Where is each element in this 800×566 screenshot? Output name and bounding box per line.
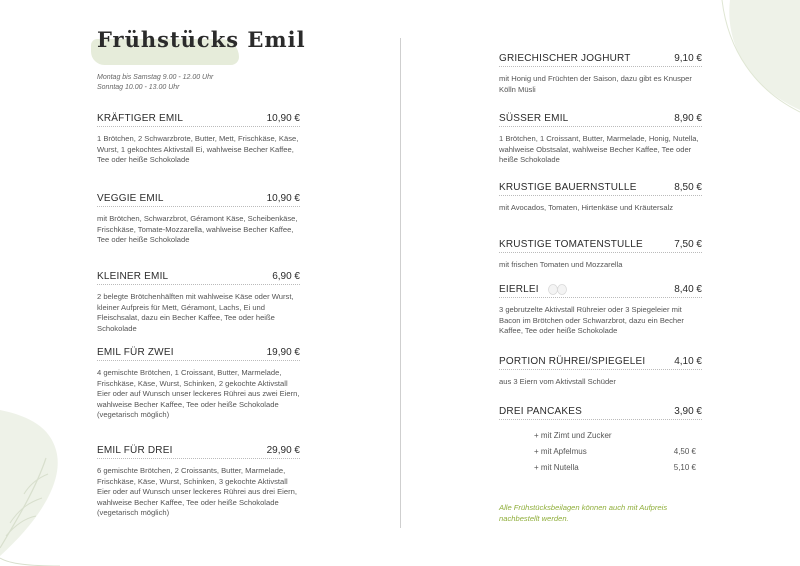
item-name: VEGGIE EMIL	[97, 193, 164, 204]
item-price: 4,10 €	[674, 356, 702, 367]
item-description: 1 Brötchen, 2 Schwarzbrote, Butter, Mett, Frischkäse, Käse, Wurst, 1 gekochtes Aktivstall Ei, wahlweise Becher Kaffee, Tee oder heiße Schokolade	[97, 134, 299, 165]
item-price: 10,90 €	[266, 113, 300, 124]
menu-item-emil-fuer-drei	[97, 445, 300, 519]
item-name: KRUSTIGE BAUERNSTULLE	[499, 182, 637, 193]
extra-label: + mit Zimt und Zucker	[534, 431, 612, 440]
menu-item-kraeftiger-emil	[97, 113, 300, 166]
item-name: KRÄFTIGER EMIL	[97, 113, 184, 124]
hours-sunday: Sonntag 10.00 - 13.00 Uhr	[97, 83, 180, 91]
extra-label: + mit Apfelmus	[534, 447, 587, 456]
item-price: 10,90 €	[266, 193, 300, 204]
menu-item-kleiner-emil	[97, 271, 300, 334]
menu-item-krustige-bauernstulle	[499, 182, 702, 214]
leaf-icon	[0, 398, 80, 566]
item-description: mit Avocados, Tomaten, Hirtenkäse und Kräutersalz	[499, 203, 674, 212]
item-description: mit Brötchen, Schwarzbrot, Géramont Käse, Scheibenkäse, Frischkäse, Tomate-Mozzarella, wahlweise Becher Kaffee, Tee oder heiße Schokolade	[97, 214, 298, 245]
item-price: 29,90 €	[266, 445, 300, 456]
item-description: mit frischen Tomaten und Mozzarella	[499, 260, 623, 269]
menu-item-eierlei	[499, 284, 702, 337]
item-description: 4 gemischte Brötchen, 1 Croissant, Butter, Marmelade, Frischkäse, Käse, Wurst, Schinken, 2 gekochte Aktivstall Eier oder auf Wunsch unser leckeres Rührei aus zwei Eiern, wahlweise Becher Kaffee, Tee oder heiße Schokolade (vegetarisch möglich)	[97, 368, 300, 420]
item-description: 6 gemischte Brötchen, 2 Croissants, Butter, Marmelade, Frischkäse, Käse, Wurst, Schinken, 3 gekochte Aktivstall Eier oder auf Wunsch unser leckeres Rührei aus drei Eiern, wahlweise Becher Kaffee, Tee oder heiße Schokolade (vegetarisch möglich)	[97, 466, 297, 518]
item-price: 3,90 €	[674, 406, 702, 417]
menu-item-veggie-emil	[97, 193, 300, 246]
item-price: 6,90 €	[272, 271, 300, 282]
footnote: Alle Frühstücksbeilagen können auch mit Aufpreis nachbestellt werden.	[499, 503, 668, 523]
item-description: aus 3 Eiern vom Aktivstall Schüder	[499, 377, 616, 386]
menu-item-emil-fuer-zwei	[97, 347, 300, 421]
corner-leaf-decoration	[700, 0, 800, 120]
menu-title-block	[97, 27, 306, 52]
pancake-extra-apfelmus	[534, 447, 696, 456]
item-description: 1 Brötchen, 1 Croissant, Butter, Marmelade, Honig, Nutella, wahlweise Obstsalat, wahlweise Becher Kaffee, Tee oder heiße Schokolade	[499, 134, 699, 165]
extra-price: 5,10 €	[673, 463, 696, 472]
item-name: SÜSSER EMIL	[499, 113, 569, 124]
opening-hours	[97, 73, 213, 92]
item-price: 8,40 €	[674, 284, 702, 296]
item-name: GRIECHISCHER JOGHURT	[499, 53, 631, 64]
item-name: EIERLEI	[499, 284, 539, 296]
menu-item-suesser-emil	[499, 113, 702, 166]
item-description: 2 belegte Brötchenhälften mit wahlweise Käse oder Wurst, kleiner Aufpreis für Mett, Géramont, Lachs, Ei und Fleischsalat, dazu ein Becher Kaffee, Tee oder heiße Schokolade	[97, 292, 294, 333]
pancake-extra-nutella	[534, 463, 696, 472]
menu-item-griechischer-joghurt	[499, 53, 702, 95]
column-divider	[400, 38, 401, 528]
item-name: EMIL FÜR DREI	[97, 445, 173, 456]
eggs-icon	[547, 284, 569, 295]
menu-item-portion-ruehrei	[499, 356, 702, 388]
page-title: Frühstücks Emil	[97, 27, 306, 52]
item-name: PORTION RÜHREI/SPIEGELEI	[499, 356, 646, 367]
item-description: mit Honig und Früchten der Saison, dazu gibt es Knusper Kölln Müsli	[499, 74, 692, 94]
item-price: 7,50 €	[674, 239, 702, 250]
item-price: 8,50 €	[674, 182, 702, 193]
extra-label: + mit Nutella	[534, 463, 579, 472]
pancake-extra-zimt	[534, 431, 696, 440]
item-name: EMIL FÜR ZWEI	[97, 347, 174, 358]
item-price: 9,10 €	[674, 53, 702, 64]
extra-price: 4,50 €	[673, 447, 696, 456]
item-name: KLEINER EMIL	[97, 271, 169, 282]
item-description: 3 gebrutzelte Aktivstall Rühreier oder 3 Spiegeleier mit Bacon im Brötchen oder Schwarzbrot, dazu ein Becher Kaffee, Tee oder heiße Schokolade	[499, 305, 684, 336]
item-name: DREI PANCAKES	[499, 406, 582, 417]
item-price: 8,90 €	[674, 113, 702, 124]
item-name: KRUSTIGE TOMATENSTULLE	[499, 239, 643, 250]
menu-item-krustige-tomatenstulle	[499, 239, 702, 271]
menu-item-drei-pancakes	[499, 406, 702, 420]
item-price: 19,90 €	[266, 347, 300, 358]
hours-weekdays: Montag bis Samstag 9.00 - 12.00 Uhr	[97, 74, 214, 81]
